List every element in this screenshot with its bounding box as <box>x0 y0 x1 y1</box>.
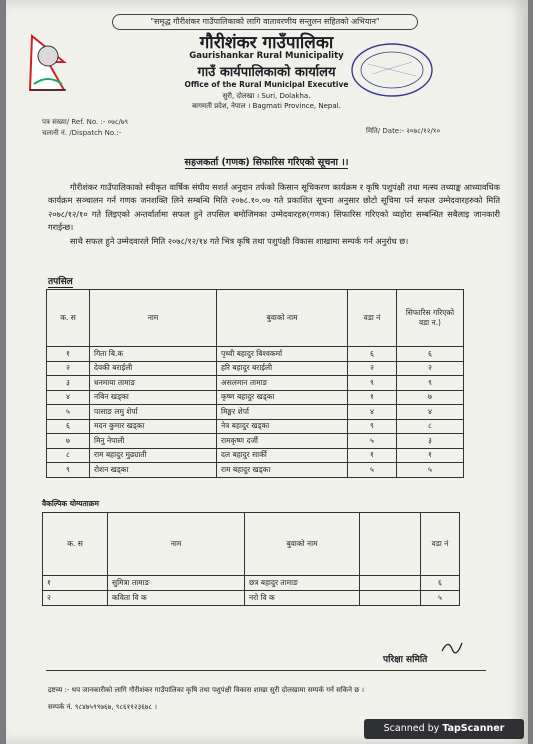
table-row <box>47 434 464 449</box>
table-cell: सुमित्रा तामाङ <box>108 576 245 591</box>
table-cell: ६ <box>348 347 397 362</box>
tapsil-heading: तपसिल <box>48 274 73 288</box>
table-cell: कृष्ण बहादुर खड्का <box>217 390 348 405</box>
table-cell: ५ <box>397 463 464 478</box>
alternate-candidates-table <box>42 512 460 606</box>
col-sn: क. स <box>43 513 108 576</box>
table-cell: मिङ्मर शेर्पा <box>217 405 348 420</box>
notice-paragraph-1: गौरीशंकर गाउँपालिकाको स्वीकृत वार्षिक संघीय सशर्त अनुदान तर्फको किसान सूचिकरण कार्यक्रम र कृषि पशुपंक्षी तथा मत्स्य तथ्याङ्क आध्यावधिक कार्यक्रम सञ्चालन गर्न गणक जनशक्ति लिने सम्बन्धि मिति २०७८.१०.०७ गते प्रकाशित सूचना अनुसार छोटो सूचिमा पर्न सफल उम्मेदवारहरुको मिति २०७८/१२/१० गते लिइएको अन्तर्वार्तामा सफल हुने तपसिल बमोजिमका उम्मेदवारहरु(गणक) सिफारिस गरिएको व्यहोरा सम्बन्धित सबैलाइ जानकारी गराईन्छ। <box>48 182 500 233</box>
notice-body <box>48 181 500 248</box>
table-cell: ३ <box>397 434 464 449</box>
table-cell: मदन कुमार खड्का <box>90 419 217 434</box>
letter-date <box>366 127 440 136</box>
col-ward: वडा नं <box>348 290 397 347</box>
address-line-1: सुरी, दोलखा । Suri, Dolakha. <box>222 92 311 100</box>
dispatch-number <box>42 129 121 138</box>
col-ward: वडा नं <box>421 513 460 576</box>
table-cell: धनमाया तामाङ <box>90 376 217 391</box>
table-cell: ४ <box>348 405 397 420</box>
table-cell <box>360 576 421 591</box>
table-cell: २ <box>43 591 108 606</box>
table-cell: ६ <box>397 347 464 362</box>
table-cell: ६ <box>47 419 90 434</box>
address-line-2: बागमती प्रदेश, नेपाल । Bagmati Province, Nepal. <box>192 102 341 110</box>
col-name: नाम <box>108 513 245 576</box>
selected-candidates-table <box>46 289 464 478</box>
notice-title: सहजकर्ता (गणक) सिफारिस गरिएको सूचना ।। <box>184 157 349 168</box>
table-row <box>43 591 460 606</box>
ref-number <box>42 118 128 127</box>
table-row <box>47 448 464 463</box>
col-recommended-ward: सिफारिस गरिएको वडा न.) <box>397 290 464 347</box>
table-cell: दल बहादुर सार्की <box>217 448 348 463</box>
table-cell: ५ <box>47 405 90 420</box>
table-cell: रामकृष्ण दर्जी <box>217 434 348 449</box>
date-label: मिति/ Date:- <box>366 127 405 135</box>
office-name-en: Office of the Rural Municipal Executive <box>184 80 349 89</box>
table-cell: ७ <box>47 434 90 449</box>
col-name: नाम <box>90 290 217 347</box>
table-row <box>47 419 464 434</box>
table-cell: नबिन खड्का <box>90 390 217 405</box>
table-cell: मिनु नेपाली <box>90 434 217 449</box>
table-cell: नेत्र बहादुर खड्का <box>217 419 348 434</box>
table-cell: २ <box>47 361 90 376</box>
table-cell: कविता वि क <box>108 591 245 606</box>
table-cell: १ <box>397 448 464 463</box>
table-row <box>47 390 464 405</box>
table-cell: ४ <box>47 390 90 405</box>
table-row <box>43 576 460 591</box>
table-cell: २ <box>397 361 464 376</box>
alternate-list-title: वैकल्पिक योग्यताक्रम <box>42 499 99 508</box>
table-cell: पृथ्वी बहादुर बिश्वकर्मा <box>217 347 348 362</box>
footer-divider <box>46 670 486 671</box>
col-father-name: बुवाको नाम <box>217 290 348 347</box>
table-cell: ६ <box>421 576 460 591</box>
col-sn: क. स <box>47 290 90 347</box>
table-cell: ५ <box>348 434 397 449</box>
table-cell: १ <box>348 448 397 463</box>
table-cell: ५ <box>348 463 397 478</box>
table-cell: ९ <box>348 376 397 391</box>
scanner-prefix: Scanned by <box>383 723 440 734</box>
table-cell: १ <box>348 390 397 405</box>
table-cell: ८ <box>47 448 90 463</box>
office-seal-stamp <box>350 40 434 100</box>
table-cell: ५ <box>421 591 460 606</box>
ref-label: पत्र संख्या/ Ref. No. :- <box>42 118 106 126</box>
table-cell: देवकी बराईली <box>90 361 217 376</box>
col-blank <box>360 513 421 576</box>
date-value: २०७८/१२/१० <box>406 127 441 135</box>
scanner-watermark <box>364 719 524 739</box>
table-cell: ९ <box>397 376 464 391</box>
municipality-name-en: Gaurishankar Rural Municipality <box>189 51 344 61</box>
exam-committee-label: परिक्षा समिति <box>383 655 428 665</box>
table-cell: नरो वि क <box>245 591 360 606</box>
table-cell: ४ <box>397 405 464 420</box>
table-row <box>47 376 464 391</box>
table-row <box>47 463 464 478</box>
table-cell <box>360 591 421 606</box>
table-cell: २ <box>348 361 397 376</box>
table-header-row <box>43 513 460 576</box>
table-cell: असलमान तामाङ <box>217 376 348 391</box>
ref-value: ०७८/७९ <box>107 118 129 126</box>
scanner-brand: TapScanner <box>442 723 505 734</box>
table-cell: राम बहादुर मुढ्याती <box>90 448 217 463</box>
table-cell: हरि बहादुर बराईली <box>217 361 348 376</box>
table-row <box>47 361 464 376</box>
table-cell: ९ <box>47 463 90 478</box>
table-cell: १ <box>47 347 90 362</box>
col-father-name: बुवाको नाम <box>245 513 360 576</box>
table-cell: ७ <box>397 390 464 405</box>
municipality-name-np: गौरीशंकर गाउँपालिका <box>199 33 334 53</box>
dispatch-label: चलानी नं. /Dispatch No.:- <box>42 129 122 137</box>
table-cell: राम बहादुर खड्का <box>217 463 348 478</box>
table-cell: गिता बि.क <box>90 347 217 362</box>
table-row <box>47 405 464 420</box>
table-cell: ८ <box>397 419 464 434</box>
table-cell: ३ <box>47 376 90 391</box>
motto-banner: "समृद्ध गौरीशंकर गाउँपालिकाको लागि वातावरणीय सन्तुलन सहितको अभियान" <box>112 14 418 30</box>
table-row <box>47 347 464 362</box>
table-cell: पासाङ लमु शेर्पा <box>90 405 217 420</box>
table-cell: १ <box>43 576 108 591</box>
table-cell: ९ <box>348 419 397 434</box>
table-cell: रोशन खड्का <box>90 463 217 478</box>
signature-mark <box>440 637 466 657</box>
office-name-np: गाउँ कार्यपालिकाको कार्यालय <box>197 65 336 80</box>
footer-note: द्रष्टव्य :- थप जानकारीको लागि गौरीशंकर गाउँपालिका कृषि तथा पशुपंक्षी विकास शाखा सुरी दोलखामा सम्पर्क गर्न सकिने छ । <box>48 686 364 694</box>
footer-contact: सम्पर्क नं. ९८४७५९९७६७, ९८६११२३६७८ । <box>48 703 158 711</box>
table-cell: छत्र बहादुर तामाङ <box>245 576 360 591</box>
table-header-row <box>47 290 464 347</box>
notice-paragraph-2: साथै सफल हुने उम्मेदवारले मिति २०७८/१२/१४ गते भित्र कृषि तथा पशुपंक्षी विकास शाखामा सम्पर्क गर्न अनुरोध छ। <box>70 235 409 246</box>
